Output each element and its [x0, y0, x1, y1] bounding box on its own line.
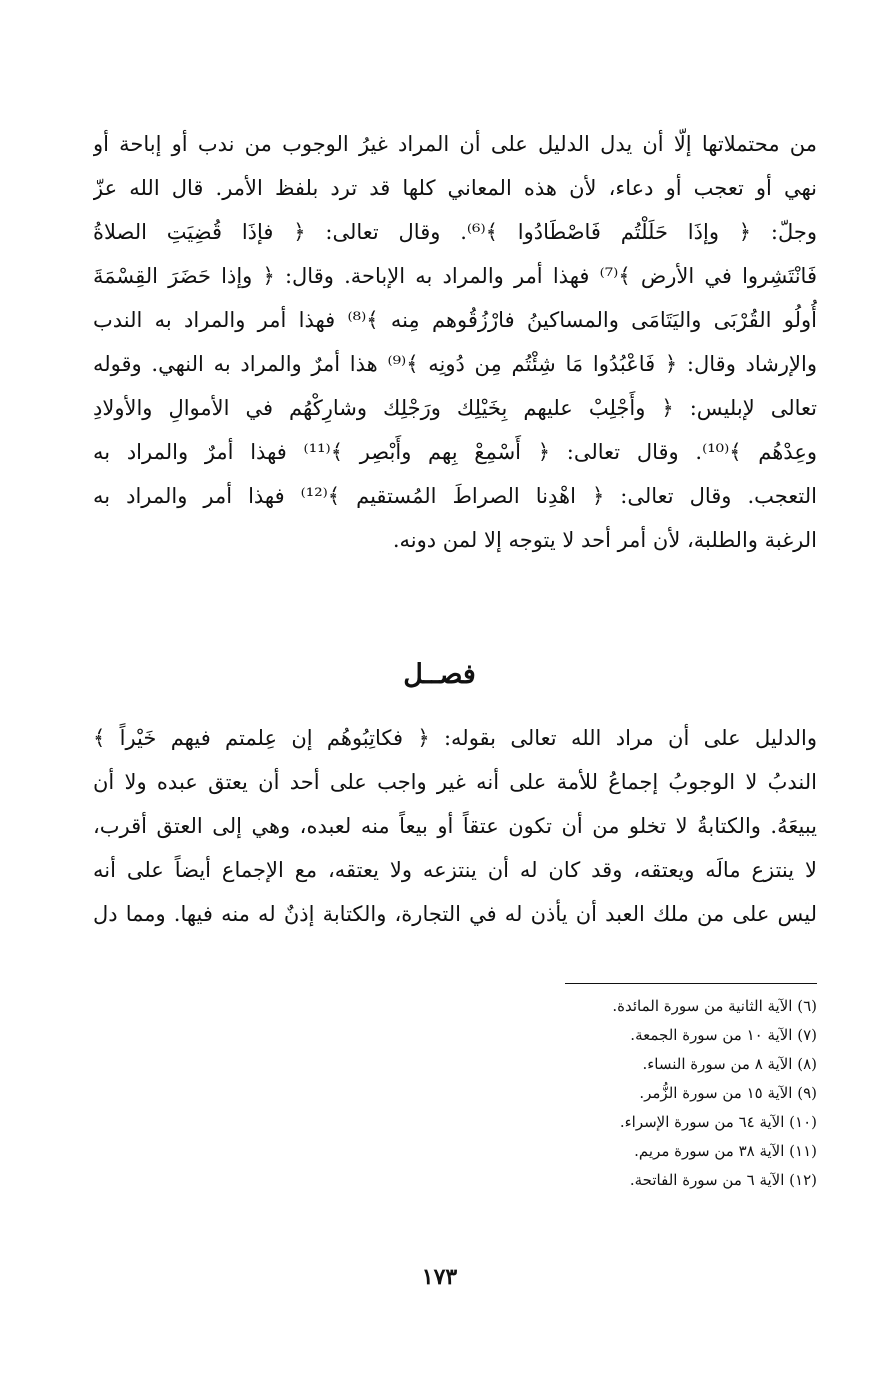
footnote: (١١) الآية ٣٨ من سورة مريم. — [634, 1142, 817, 1160]
text-line: الرغبة والطلبة، لأن أمر أحد لا يتوجه إلا لمن دونه. — [392, 528, 817, 552]
footnote: (١٢) الآية ٦ من سورة الفاتحة. — [629, 1171, 817, 1189]
footnote: (٦) الآية الثانية من سورة المائدة. — [612, 997, 817, 1015]
text-line: من محتملاتها إلّا أن يدل الدليل على أن المراد غيرُ الوجوب من ندب أو إباحة أو — [93, 132, 817, 156]
text-line: والإرشاد وقال: ﴿ فَاعْبُدُوا مَا شِئْتُم مِن دُونِه ﴾⁽⁹⁾ هذا أمرٌ والمراد به النهي. وقوله — [93, 352, 817, 376]
text-line: والدليل على أن مراد الله تعالى بقوله: ﴿ فكاتِبُوهُم إن عِلمتم فيهم خَيْراً ﴾ — [93, 726, 817, 750]
paragraph-2 — [93, 716, 817, 936]
text-line: نهي أو تعجب أو دعاء، لأن هذه المعاني كلها قد ترد بلفظ الأمر. قال الله عزّ — [93, 176, 817, 200]
text-line: يبيعَهُ. والكتابةُ لا تخلو من أن تكون عتقاً أو بيعاً منه لعبده، وهي إلى العتق أقرب، — [93, 814, 817, 838]
text-line: وجلّ: ﴿ وإذَا حَلَلْتُم فَاصْطَادُوا ﴾⁽⁶⁾. وقال تعالى: ﴿ فإذَا قُضِيَتِ الصلاةُ — [93, 220, 817, 244]
footnotes — [417, 992, 817, 1195]
text-line: التعجب. وقال تعالى: ﴿ اهْدِنا الصراطَ المُستقيم ﴾⁽¹²⁾ فهذا أمر والمراد به — [93, 484, 817, 508]
footnote: (٩) الآية ١٥ من سورة الزُّمر. — [639, 1084, 817, 1102]
footnote: (٨) الآية ٨ من سورة النساء. — [642, 1055, 817, 1073]
text-line: فَانْتَشِروا في الأرض ﴾⁽⁷⁾ فهذا أمر والمراد به الإباحة. وقال: ﴿ وإذا حَضَرَ القِسْمَةَ — [93, 264, 817, 288]
footnote: (٧) الآية ١٠ من سورة الجمعة. — [630, 1026, 817, 1044]
text-line: ليس على من ملك العبد أن يأذن له في التجارة، والكتابة إذنٌ له منه فيها. ومما دل — [93, 902, 817, 926]
text-line: تعالى لإبليس: ﴿ وأَجْلِبْ عليهم بِخَيْلِك ورَجْلِك وشارِكْهُم في الأموالِ والأولادِ — [93, 396, 817, 420]
footnote-divider — [565, 983, 817, 984]
text-line: الندبُ لا الوجوبُ إجماعُ للأمة على أنه غير واجب على أحد أن يعتق عبده ولا أن — [93, 770, 817, 794]
section-heading: فصــل — [403, 659, 476, 690]
text-line: لا ينتزع مالَه ويعتقه، وقد كان له أن ينتزعه ولا يعتقه، مع الإجماع أيضاً على أنه — [93, 858, 817, 882]
paragraph-1 — [93, 122, 817, 562]
footnote: (١٠) الآية ٦٤ من سورة الإسراء. — [619, 1113, 817, 1131]
text-line: أُولُو القُرْبَى واليَتَامَى والمساكينُ فارْزُقُوهم مِنه ﴾⁽⁸⁾ فهذا أمر والمراد به الندب — [93, 308, 817, 332]
page-number: ١٧٣ — [421, 1264, 458, 1290]
text-line: وعِدْهُم ﴾⁽¹⁰⁾. وقال تعالى: ﴿ أَسْمِعْ بِهم وأَبْصِر ﴾⁽¹¹⁾ فهذا أمرٌ والمراد به — [93, 440, 817, 464]
